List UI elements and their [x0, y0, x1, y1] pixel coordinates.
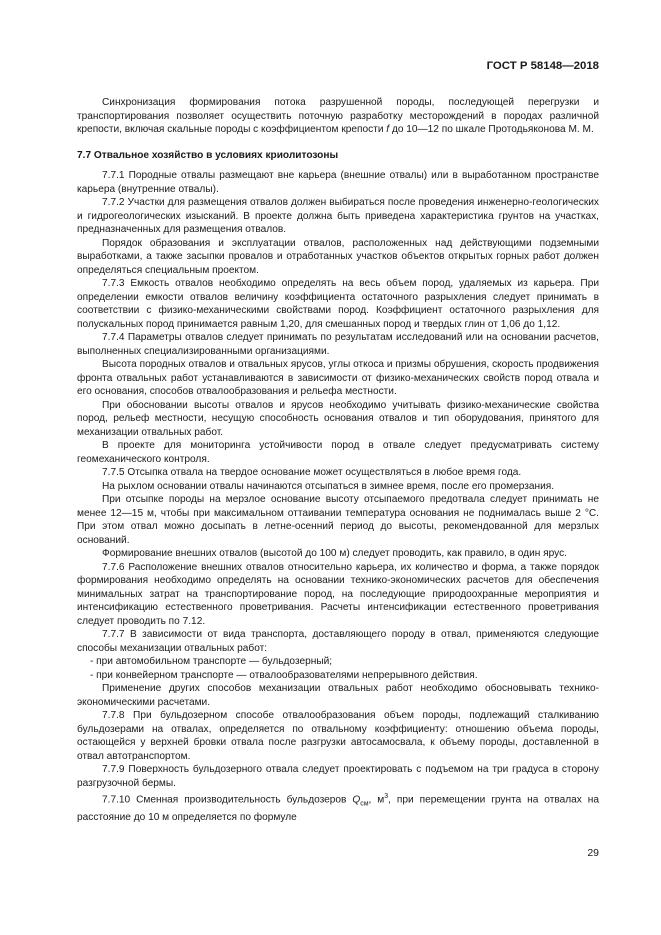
- paragraph: В проекте для мониторинга устойчивости пород в отвале следует предусматривать систему геомеханического контроля.: [77, 440, 599, 465]
- paragraph: Формирование внешних отвалов (высотой до 100 м) следует проводить, как правило, в один ярус.: [102, 548, 567, 559]
- page-number: 29: [587, 847, 599, 859]
- document-body: [77, 96, 599, 824]
- paragraph: 7.7.6 Расположение внешних отвалов относительно карьера, их количество и форма, а также порядок формирования необходимо определять на основании технико-экономических расчетов для обеспечения минимальных затрат на транспортирование пород, на последующие природоохранные мероприятия и интенсификацию естественного проветривания. Расчеты интенсификации естественного проветривания следует проводить по 7.12.: [77, 561, 599, 627]
- paragraph-7-7-10: [77, 790, 599, 824]
- variable-subscript: см: [360, 800, 369, 808]
- unit-superscript: 3: [384, 793, 389, 800]
- paragraph: Синхронизация формирования потока разрушенной породы, последующей перегрузки и транспортирования позволяет осуществить поточную разработку месторождений в породах различной крепости, включая скальные породы с коэффициентом крепости f до 10—12 по шкале Протодьяконова М. М.: [77, 97, 599, 135]
- variable-q: Q: [352, 794, 361, 806]
- paragraph: 7.7.4 Параметры отвалов следует принимать по результатам исследований или на основании расчетов, выполненных специализированными организациями.: [77, 332, 599, 357]
- document-code: ГОСТ Р 58148—2018: [486, 60, 599, 72]
- paragraph: Порядок образования и эксплуатации отвалов, расположенных над действующими подземными выработками, а также засыпки провалов и отработанных участков объектов открытых горных работ должен определяться специальным проектом.: [77, 237, 599, 276]
- paragraph: 7.7.5 Отсыпка отвала на твердое основание может осуществляться в любое время года.: [102, 467, 522, 478]
- paragraph-text-end: , при перемещении грунта на отвалах на расстояние до 10 м определяется по формуле: [77, 794, 599, 823]
- paragraph: Применение других способов механизации отвальных работ необходимо обосновывать технико-экономическими расчетами.: [77, 683, 599, 708]
- paragraph: Высота породных отвалов и отвальных ярусов, углы откоса и призмы обрушения, скорость продвижения фронта отвальных работ устанавливаются в зависимости от физико-механических свойств пород отвала и его основания, способов отвалообразования и рельефа местности.: [77, 359, 599, 397]
- list-item: - при автомобильном транспорте — бульдозерный;: [90, 656, 333, 667]
- paragraph: При обосновании высоты отвалов и ярусов необходимо учитывать физико-механические свойства пород, рельеф местности, несущую способность основания отвалов и тип оборудования, принятого для механизации отвальных работ.: [77, 399, 599, 438]
- paragraph-text-start: 7.7.10 Сменная производительность бульдозеров: [102, 794, 353, 806]
- paragraph: 7.7.8 При бульдозерном способе отвалообразования объем породы, подлежащий сталкиванию бульдозерами на отвалах, определяется по отвальному коэффициенту: отношению объема породы, остающейся у верхней бровки отвала после разгрузки автосамосвала, к объему породы, доставленной в отвал автотранспортом.: [77, 710, 599, 762]
- unit-text: , м: [368, 794, 385, 806]
- list-item: - при конвейерном транспорте — отвалообразователями непрерывного действия.: [90, 669, 478, 681]
- paragraph: На рыхлом основании отвалы начинаются отсыпаться в зимнее время, после его промерзания.: [102, 480, 555, 492]
- paragraph: 7.7.2 Участки для размещения отвалов должен выбираться после проведения инженерно-геологических и гидрогеологических изысканий. В проекте должна быть приведена характеристика грунтов на участках, предназначенных для размещения отвалов.: [77, 197, 599, 235]
- paragraph: 7.7.3 Емкость отвалов необходимо определять на весь объем пород, удаляемых из карьера. При определении емкости отвалов величину коэффициента остаточного разрыхления следует принимать в соответствии с физико-механическими свойствами пород. Коэффициент остаточного разрыхления для полускальных пород принимается равным 1,20, для смешанных пород и твердых глин от 1,06 до 1,12.: [77, 278, 599, 330]
- paragraph: При отсыпке породы на мерзлое основание высоту отсыпаемого предотвала следует принимать не менее 12—15 м, чтобы при максимальном оттаивании температура основания не поднималась выше 2 °С. При этом отвал можно досыпать в летне-осенний период до высоты, рекомендованной для мерзлых оснований.: [77, 494, 599, 546]
- section-heading: 7.7 Отвальное хозяйство в условиях криолитозоны: [77, 149, 339, 161]
- paragraph: 7.7.1 Породные отвалы размещают вне карьера (внешние отвалы) или в выработанном пространстве карьера (внутренние отвалы).: [77, 170, 599, 195]
- paragraph: 7.7.7 В зависимости от вида транспорта, доставляющего породу в отвал, применяются следующие способы механизации отвальных работ:: [77, 629, 599, 654]
- paragraph: 7.7.9 Поверхность бульдозерного отвала следует проектировать с подъемом на три градуса в сторону разгрузочной бермы.: [77, 764, 599, 789]
